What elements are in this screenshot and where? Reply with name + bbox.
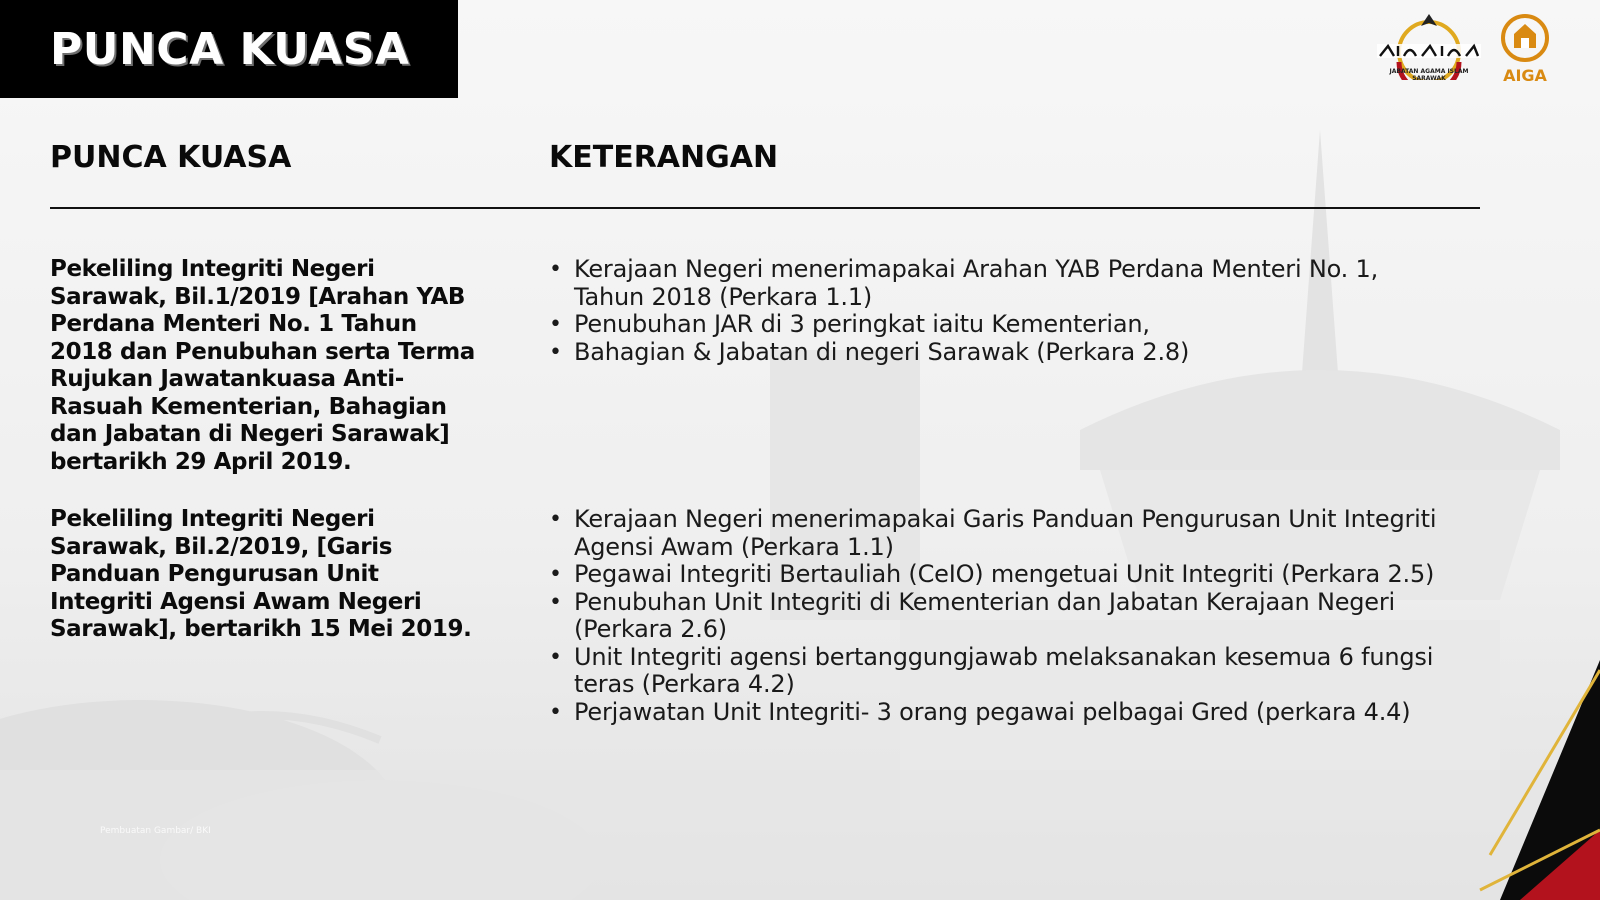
list-item-text: Unit Integriti agensi bertanggungjawab melaksanakan kesemua 6 fungsi teras (Perkara 4.2) [574, 642, 1434, 698]
list-item [549, 256, 1449, 311]
column-header-description: KETERANGAN [549, 140, 779, 175]
column-header-source: PUNCA KUASA [50, 140, 292, 175]
list-item-text: Pegawai Integriti Bertauliah (CeIO) mengetuai Unit Integriti (Perkara 2.5) [574, 560, 1435, 588]
bullet-icon: • [549, 589, 562, 615]
logo-group [1374, 10, 1556, 88]
bullet-icon: • [549, 562, 562, 587]
bullet-icon: • [549, 644, 562, 670]
list-item [549, 561, 1449, 589]
bullet-icon: • [549, 339, 562, 365]
bullet-icon: • [549, 507, 562, 532]
description-list [549, 256, 1449, 366]
list-item [549, 644, 1449, 699]
list-item [549, 339, 1449, 367]
list-item-text: Kerajaan Negeri menerimapakai Arahan YAB Perdana Menteri No. 1, Tahun 2018 (Perkara 1.1) [574, 255, 1379, 311]
list-item [549, 699, 1449, 727]
source-text: Pekeliling Integriti Negeri Sarawak, Bil.2/2019, [Garis Panduan Pengurusan Unit Integriti Agensi Awam Negeri Sarawak], bertarikh 15 Mei 2019. [50, 506, 472, 642]
list-item [549, 589, 1449, 644]
title-bar [0, 0, 458, 98]
jais-caption: JABATAN AGAMA ISLAM SARAWAK [1389, 68, 1469, 82]
list-item-text: Penubuhan Unit Integriti di Kementerian dan Jabatan Kerajaan Negeri (Perkara 2.6) [574, 587, 1396, 643]
list-item-text: Penubuhan JAR di 3 peringkat iaitu Kementerian, [574, 310, 1150, 338]
corner-accent-shape [1460, 640, 1600, 900]
list-item-text: Bahagian & Jabatan di negeri Sarawak (Perkara 2.8) [574, 337, 1190, 366]
aiga-emblem-icon [1494, 10, 1556, 66]
header-divider [50, 207, 1480, 209]
bullet-icon: • [549, 257, 562, 282]
list-item [549, 311, 1449, 339]
list-item-text: Kerajaan Negeri menerimapakai Garis Panduan Pengurusan Unit Integriti Agensi Awam (Perkara 1.1) [574, 505, 1437, 561]
description-list [549, 506, 1449, 726]
page-title: PUNCA KUASA [50, 23, 410, 75]
aiga-caption: AIGA [1503, 66, 1547, 85]
list-item [549, 506, 1449, 561]
source-text: Pekeliling Integriti Negeri Sarawak, Bil.1/2019 [Arahan YAB Perdana Menteri No. 1 Tahun 2018 dan Penubuhan serta Terma Rujukan Jawatankuasa Anti-Rasuah Kementerian, Bahagian dan Jabatan di Negeri Sarawak] bertarikh 29 April 2019. [50, 256, 475, 475]
jais-logo [1374, 10, 1484, 88]
aiga-logo [1494, 10, 1556, 88]
image-credit-watermark: Pembuatan Gambar/ BKI [100, 826, 211, 836]
bullet-icon: • [549, 312, 562, 337]
bullet-icon: • [549, 699, 562, 725]
list-item-text: Perjawatan Unit Integriti- 3 orang pegawai pelbagai Gred (perkara 4.4) [574, 697, 1411, 726]
